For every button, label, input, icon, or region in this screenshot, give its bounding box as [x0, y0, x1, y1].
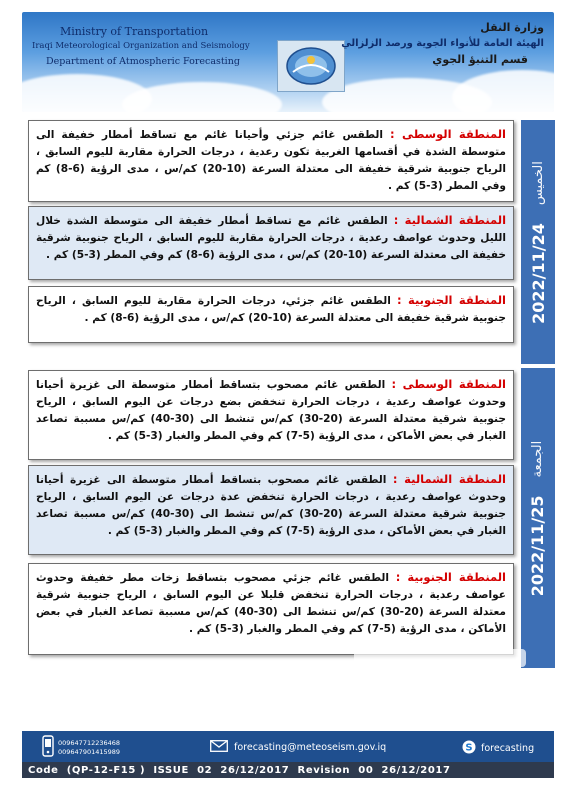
header-cloud — [452, 70, 554, 112]
ministry-name-en: Ministry of Transportation — [60, 25, 209, 38]
region-name: المنطقة الشمالية : — [392, 472, 506, 486]
phone-icon — [42, 735, 54, 760]
department-name-en: Department of Atmospheric Forecasting — [46, 56, 240, 67]
header-arabic-text — [341, 20, 544, 68]
day-date: 2022/11/25 — [528, 494, 548, 596]
email-contact — [210, 740, 386, 755]
department-name-ar: قسم التنبؤ الجوي — [432, 53, 528, 66]
document-code: Code (QP-12-F15 ) ISSUE 02 26/12/2017 Revision 00 26/12/2017 — [28, 764, 451, 776]
day-band-2 — [521, 368, 555, 668]
phone-number[interactable]: 009647901415989 — [58, 747, 121, 756]
skype-name[interactable]: forecasting — [481, 743, 535, 754]
scan-artifact — [354, 649, 526, 667]
day-band-1 — [521, 120, 555, 364]
organization-name-ar: الهيئة العامة للأنواء الجوية ورصد الزلزالي — [341, 38, 544, 49]
day-name: الجمعة — [530, 440, 546, 477]
svg-text:S: S — [465, 742, 473, 754]
region-name: المنطقة الجنوبية : — [395, 570, 506, 584]
region-name: المنطقة الشمالية : — [393, 213, 507, 227]
phone-number[interactable]: 009647712236468 — [58, 738, 121, 747]
region-forecast-text: الطقس غائم مصحوب بتساقط أمطار متوسطة الى غزيرة أحيانا وحدوث عواصف رعدية ، درجات الحرارة تنخفض عدة درجات عن اليوم السابق ، الرياح جنوبية شرقية معتدلة السرعة (20-30) كم/س تنشط الى (30-40) كم/س مسببة تصاعد الغبار في بعض الأماكن ، مدى الرؤية (5-7) كم وفي المطر والغبار (3-5) كم . — [36, 474, 506, 537]
page-header — [22, 12, 554, 112]
header-cloud — [122, 82, 282, 112]
forecast-region-central-day2 — [28, 370, 514, 460]
header-english-text — [32, 24, 250, 69]
region-forecast-text: الطقس غائم جزئي، درجات الحرارة مقاربة لليوم السابق ، الرياح جنوبية شرقية خفيفة الى معتدلة السرعة (10-20) كم/س ، مدى الرؤية (6-8) كم . — [36, 295, 506, 324]
organization-logo-icon — [277, 40, 345, 92]
region-name: المنطقة الوسطى : — [391, 377, 506, 391]
forecast-region-north-day2 — [28, 465, 514, 555]
day-name: الخميس — [530, 160, 546, 205]
region-forecast-text: الطقس غائم جزئي وأحيانا غائم مع تساقط أمطار خفيفة الى متوسطة الشدة في أقسامها الغربية تكون رعدية ، درجات الحرارة مقاربة لليوم السابق ، الرياح جنوبية شرقية خفيفة الى معتدلة السرعة (10-20) كم/س ، مدى الرؤية (6-8) كم وفي المطر (3-5) كم . — [36, 129, 507, 192]
forecast-region-south-day2 — [28, 563, 514, 655]
region-name: المنطقة الجنوبية : — [397, 293, 506, 307]
region-forecast-text: الطقس غائم مع تساقط أمطار خفيفة الى متوسطة الشدة خلال الليل وحدوث عواصف رعدية ، درجات الحرارة مقاربة لليوم السابق ، الرياح جنوبية شرقية خفيفة الى معتدلة السرعة (10-20) كم/س ، مدى الرؤية (6-8) كم وفي المطر (3-5) كم . — [36, 215, 506, 261]
day-date: 2022/11/24 — [528, 222, 548, 324]
skype-icon — [462, 740, 476, 757]
skype-contact — [462, 740, 534, 757]
document-code-bar — [22, 762, 554, 778]
phone-contact — [42, 735, 120, 760]
ministry-name-ar: وزارة النقل — [480, 21, 544, 34]
email-icon — [210, 740, 228, 755]
region-forecast-text: الطقس غائم مصحوب بتساقط أمطار متوسطة الى غزيرة أحيانا وحدوث عواصف رعدية ، درجات الحرارة تنخفض بضع درجات عن اليوم السابق ، الرياح جنوبية شرقية معتدلة السرعة (20-30) كم/س تنشط الى (30-40) كم/س مسببة تصاعد الغبار في بعض الأماكن ، مدى الرؤية (5-7) كم وفي المطر والغبار (3-5) كم . — [36, 379, 506, 442]
organization-name-en: Iraqi Meteorological Organization and Seismology — [32, 41, 250, 51]
region-name: المنطقة الوسطى : — [390, 127, 506, 141]
forecast-region-north-day1 — [28, 206, 514, 280]
region-forecast-text: الطقس غائم جزئي مصحوب بتساقط زخات مطر خفيفة وحدوث عواصف رعدية ، درجات الحرارة تنخفض قليلا عن اليوم السابق ، الرياح جنوبية شرقية معتدلة السرعة (20-30) كم/س تنشط الى (30-40) كم/س مسببة تصاعد الغبار في بعض الأماكن ، مدى الرؤية (5-7) كم وفي المطر والغبار (3-5) كم . — [36, 572, 506, 635]
footer-contact-bar — [22, 731, 554, 762]
email-address[interactable]: forecasting@meteoseism.gov.iq — [234, 742, 387, 753]
forecast-region-central-day1 — [28, 120, 514, 202]
forecast-region-south-day1 — [28, 286, 514, 343]
